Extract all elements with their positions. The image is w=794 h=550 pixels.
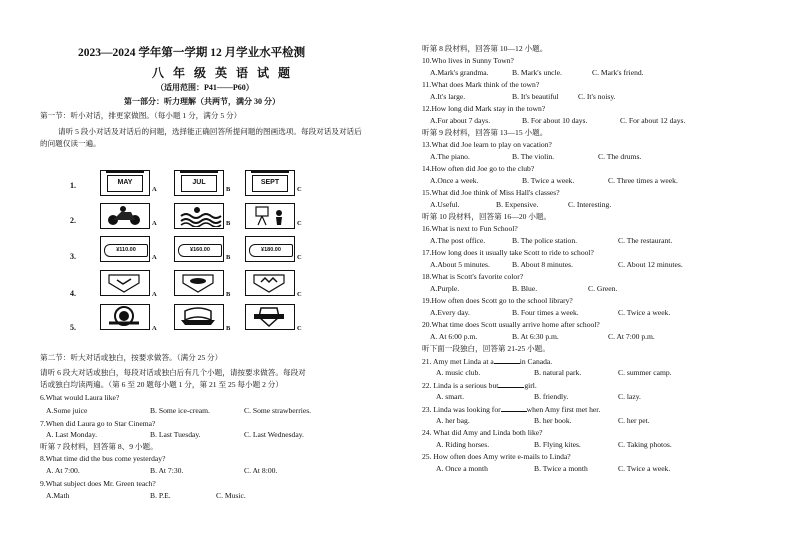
option-letter: C (297, 291, 302, 298)
price-tag-picture (174, 236, 224, 262)
question-text-part: when Amy first met her. (526, 405, 601, 414)
question-text: 9.What subject does Mr. Green teach? (40, 479, 156, 488)
answer-option: A. her bag. (436, 416, 470, 425)
answer-option: B. P.E. (150, 491, 171, 500)
answer-option: A.The piano. (430, 152, 470, 161)
option-letter: A (152, 325, 157, 332)
answer-option: C. Mark's friend. (592, 68, 644, 77)
pet-tag-icon (246, 271, 293, 294)
answer-option: A.Mark's grandma. (430, 68, 489, 77)
question-text: 18.What is Scott's favorite color? (422, 272, 524, 281)
answer-option: C. It's noisy. (578, 92, 616, 101)
answer-option: C. her pet. (618, 416, 650, 425)
emblem-picture (174, 304, 224, 330)
answer-option: C. The drums. (598, 152, 642, 161)
question-text: 17.How long does it usually take Scott to ride to school? (422, 248, 594, 257)
answer-option: B. Blue. (512, 284, 538, 293)
pet-tag-picture (100, 270, 150, 296)
question-text-part: in Canada. (519, 357, 553, 366)
passage-note: 听第 9 段材料，回答第 13—15 小题。 (422, 128, 548, 137)
option-letter: B (226, 186, 231, 193)
question-text: 19.How often does Scott go to the school library? (422, 296, 573, 305)
price-tag-icon: ¥180.00 (249, 244, 293, 257)
emblem-picture (100, 304, 150, 330)
question-text (422, 404, 600, 415)
option-letter: A (152, 186, 157, 193)
answer-option: C. The restaurant. (618, 236, 673, 245)
question-text: 7.When did Laura go to Star Cinema? (40, 419, 156, 428)
picture-row-number: 5. (70, 323, 76, 332)
calendar-jul-picture (174, 170, 224, 196)
emblem-picture (245, 304, 295, 330)
question-text: 24. What did Amy and Linda both like? (422, 428, 543, 437)
price-tag-picture (100, 236, 150, 262)
option-letter: B (226, 254, 231, 261)
calendar-sept-picture (245, 170, 295, 196)
answer-option: B. Four times a week. (512, 308, 579, 317)
answer-option: A. At 6:00 p.m. (430, 332, 478, 341)
answer-option: C. For about 12 days. (620, 116, 686, 125)
answer-option: B. Some ice-cream. (150, 406, 210, 415)
question-text: 16.What is next to Fun School? (422, 224, 518, 233)
answer-blank[interactable] (494, 356, 520, 364)
question-text: 12.How long did Mark stay in the town? (422, 104, 546, 113)
section-two-instruction: 请听 6 段大对话或独白，每段对话或独白后有几个小题，请按要求做答。每段对 (40, 368, 306, 377)
riding-picture (100, 203, 150, 229)
answer-option: A.The post office. (430, 236, 486, 245)
picture-row-number: 4. (70, 289, 76, 298)
pet-tag-icon (175, 271, 222, 294)
answer-option: A.Purple. (430, 284, 460, 293)
answer-option: B. natural park. (534, 368, 582, 377)
price-tag-icon: ¥110.00 (104, 244, 148, 257)
answer-option: C. Last Wednesday. (244, 430, 304, 439)
answer-option: A.For about 7 days. (430, 116, 491, 125)
calendar-icon: SEPT (252, 175, 288, 192)
easel-icon (246, 204, 293, 227)
answer-option: C. Music. (216, 491, 246, 500)
answer-option: B. Flying kites. (534, 440, 581, 449)
answer-option: B. Last Tuesday. (150, 430, 201, 439)
answer-option: B. her book. (534, 416, 572, 425)
answer-option: B. Mark's uncle. (512, 68, 562, 77)
answer-option: C. summer camp. (618, 368, 672, 377)
badge-icon (101, 305, 148, 328)
option-letter: B (226, 220, 231, 227)
answer-option: A.Once a week. (430, 176, 479, 185)
answer-option: C. lazy. (618, 392, 641, 401)
answer-option: B. The police station. (512, 236, 578, 245)
option-letter: A (152, 254, 157, 261)
swimming-picture (174, 203, 224, 229)
answer-option: C. Twice a week. (618, 308, 671, 317)
option-letter: A (152, 291, 157, 298)
swimmer-icon (175, 204, 222, 227)
banner-icon (175, 305, 222, 328)
pet-tag-icon (101, 271, 148, 294)
option-letter: A (152, 220, 157, 227)
option-letter: C (297, 325, 302, 332)
question-text: 10.Who lives in Sunny Town? (422, 56, 514, 65)
picture-row-number: 1. (70, 181, 76, 190)
answer-option: B. At 7:30. (150, 466, 184, 475)
option-letter: C (297, 186, 302, 193)
answer-option: C. Green. (588, 284, 618, 293)
option-letter: C (297, 254, 302, 261)
part-one-heading: 第一部分：听力理解（共两节，满分 30 分） (124, 97, 280, 106)
answer-option: C. Three times a week. (608, 176, 678, 185)
answer-option: A.Math (46, 491, 70, 500)
pet-tag-picture (245, 270, 295, 296)
answer-option: B. Expensive. (496, 200, 539, 209)
answer-option: A. smart. (436, 392, 465, 401)
section-one-instruction: 请听 5 段小对话及对话后的问题，选择能正确回答所提问题的图画选项。每段对话及对话后 (58, 127, 362, 136)
answer-option: A. At 7:00. (46, 466, 80, 475)
question-text: 20.What time does Scott usually arrive home after school? (422, 320, 600, 329)
painting-picture (245, 203, 295, 229)
question-text-part: 23. Linda was looking for (422, 405, 501, 414)
answer-option: B. For about 10 days. (522, 116, 588, 125)
calendar-icon: MAY (107, 175, 143, 192)
answer-blank[interactable] (498, 380, 524, 388)
answer-option: A.Useful. (430, 200, 460, 209)
picture-row-number: 2. (70, 216, 76, 225)
option-letter: C (297, 220, 302, 227)
answer-option: B. Twice a week. (522, 176, 575, 185)
answer-option: A.Some juice (46, 406, 88, 415)
answer-option: B. Twice a month (534, 464, 588, 473)
question-text: 8.What time did the bus come yesterday? (40, 454, 166, 463)
question-text: 6.What would Laura like? (40, 393, 120, 402)
answer-option: A. Last Monday. (46, 430, 97, 439)
passage-note: 听第 10 段材料，回答第 16—20 小题。 (422, 212, 552, 221)
calendar-icon: JUL (181, 175, 217, 192)
section-two-heading: 第二节：听大对话或独白，按要求做答。（满分 25 分） (40, 353, 223, 362)
passage-note: 听第 7 段材料，回答第 8、9 小题。 (40, 442, 158, 451)
answer-option: C. Interesting. (568, 200, 612, 209)
answer-option: A. Riding horses. (436, 440, 490, 449)
answer-option: C. At 8:00. (244, 466, 278, 475)
question-text: 11.What does Mark think of the town? (422, 80, 540, 89)
answer-option: B. The violin. (512, 152, 555, 161)
answer-option: B. About 8 minutes. (512, 260, 573, 269)
answer-option: A.About 5 minutes. (430, 260, 490, 269)
answer-option: A.Every day. (430, 308, 470, 317)
answer-option: C. Taking photos. (618, 440, 672, 449)
answer-blank[interactable] (501, 404, 527, 412)
question-text: 14.How often did Joe go to the club? (422, 164, 535, 173)
section-one-heading: 第一节：听小对话，排更家做图。（每小题 1 分，满分 5 分） (40, 111, 242, 120)
question-text (422, 356, 552, 367)
answer-option: C. Some strawberries. (244, 406, 312, 415)
bike-rider-icon (101, 204, 148, 227)
price-tag-picture (245, 236, 295, 262)
section-one-instruction-cont: 的问题仅读一遍。 (40, 139, 101, 148)
exam-subtitle: 八 年 级 英 语 试 题 (152, 66, 294, 80)
answer-option: B. friendly. (534, 392, 569, 401)
answer-option: C. At 7:00 p.m. (608, 332, 655, 341)
scope-note: （适用范围：P41——P60） (156, 83, 254, 92)
answer-option: C. Twice a week. (618, 464, 671, 473)
option-letter: B (226, 291, 231, 298)
question-text-part: 22. Linda is a serious but (422, 381, 499, 390)
question-text-part: girl. (524, 381, 537, 390)
pet-tag-picture (174, 270, 224, 296)
price-tag-icon: ¥160.00 (178, 244, 222, 257)
answer-option: A. music club. (436, 368, 481, 377)
answer-option: A.It's large. (430, 92, 466, 101)
question-text: 25. How often does Amy write e-mails to Linda? (422, 452, 571, 461)
calendar-may-picture (100, 170, 150, 196)
shield-icon (246, 305, 293, 328)
picture-row-number: 3. (70, 252, 76, 261)
answer-option: A. Once a month (436, 464, 488, 473)
question-text: 13.What did Joe learn to play on vacation? (422, 140, 552, 149)
section-two-instruction-cont: 话或独白均读两遍。（第 6 至 20 题每小题 1 分，第 21 至 25 每小题 2 分） (40, 380, 283, 389)
exam-title: 2023—2024 学年第一学期 12 月学业水平检测 (78, 47, 306, 59)
question-text: 15.What did Joe think of Miss Hall's classes? (422, 188, 560, 197)
question-text-part: 21. Amy met Linda at a (422, 357, 494, 366)
answer-option: B. It's beautiful (512, 92, 559, 101)
passage-note: 听第 8 段材料，回答第 10—12 小题。 (422, 44, 548, 53)
passage-note: 听下面一段独白，回答第 21-25 小题。 (422, 344, 550, 353)
question-text (422, 380, 537, 391)
answer-option: B. At 6:30 p.m. (512, 332, 559, 341)
option-letter: B (226, 325, 231, 332)
answer-option: C. About 12 minutes. (618, 260, 683, 269)
